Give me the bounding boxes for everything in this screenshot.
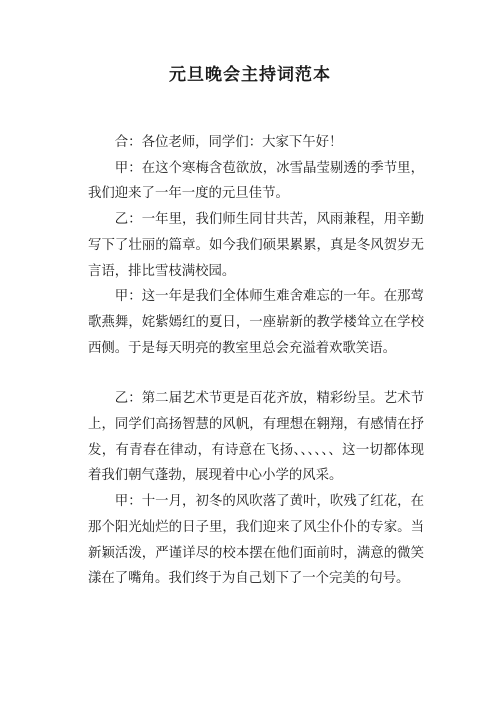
paragraph-yi-2: 乙：第二届艺术节更是百花齐放，精彩纷呈。艺术节上，同学们高扬智慧的风帆，有理想在翱翔，有感情在抒发，有青春在律动，有诗意在飞扬、、、、、、这一切都体现着我们朝气蓬勃，展现着中心小学的风采。 [88, 391, 424, 484]
paragraph-greeting: 合：各位老师，同学们：大家下午好！ [114, 135, 343, 150]
paragraph-yi-1: 乙：一年里，我们师生同甘共苦，风雨兼程，用辛勤写下了壮丽的篇章。如今我们硕果累累，真是冬风贺岁无言语，排比雪枝满校园。 [88, 212, 424, 279]
document-title: 元旦晚会主持词范本 [169, 65, 331, 85]
paragraph-jia-2: 甲：这一年是我们全体师生难舍难忘的一年。在那莺歌燕舞，姹紫嫣红的夏日，一座崭新的教学楼耸立在学校西侧。于是每天明亮的教室里总会充溢着欢歌笑语。 [88, 289, 424, 356]
paragraph-jia-3: 甲：十一月，初冬的风吹落了黄叶，吹残了红花，在那个阳光灿烂的日子里，我们迎来了风尘仆仆的专家。当新颖活泼，严谨详尽的校本摆在他们面前时，满意的微笑漾在了嘴角。我们终于为自己划下了一个完美的句号。 [88, 494, 424, 587]
document-body [88, 130, 424, 592]
paragraph-jia-1: 甲：在这个寒梅含苞欲放，冰雪晶莹剔透的季节里，我们迎来了一年一度的元旦佳节。 [88, 160, 424, 202]
